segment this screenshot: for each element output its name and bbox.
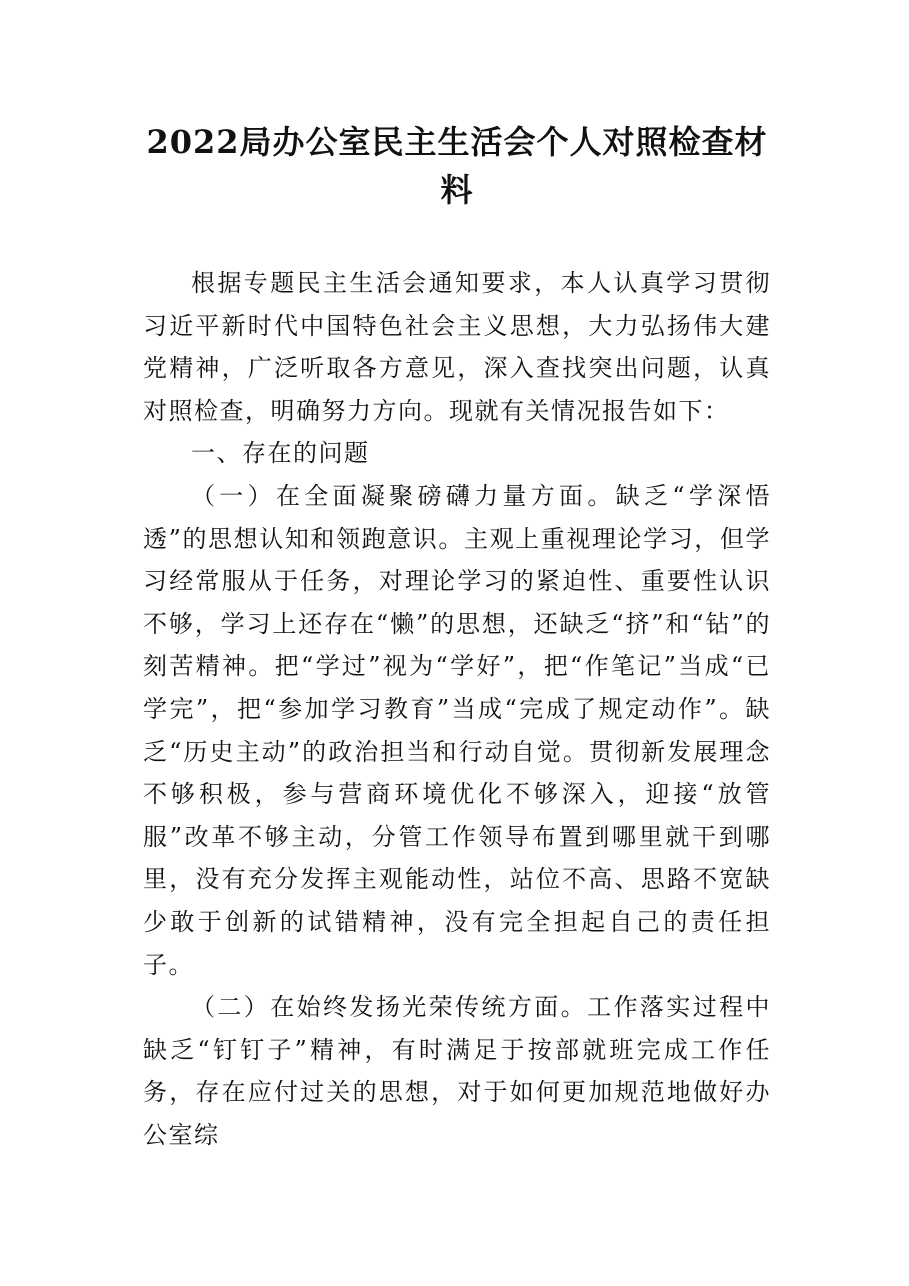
problem-paragraph-2: （二）在始终发扬光荣传统方面。工作落实过程中缺乏“钉钉子”精神，有时满足于按部就班完成工作任务，存在应付过关的思想，对于如何更加规范地做好办公室综 (143, 993, 771, 1149)
section-heading-problems: 一、存在的问题 (191, 439, 370, 468)
document-title: 2022局办公室民主生活会个人对照检查材料 (146, 123, 768, 209)
problem-paragraph-1: （一）在全面凝聚磅礴力量方面。缺乏“学深悟透”的思想认知和领跑意识。主观上重视理论学习，但学习经常服从于任务，对理论学习的紧迫性、重要性认识不够，学习上还存在“懒”的思想，还缺乏“挤”和“钻”的刻苦精神。把“学过”视为“学好”，把“作笔记”当成“已学完”，把“参加学习教育”当成“完成了规定动作”。缺乏“历史主动”的政治担当和行动自觉。贯彻新发展理念不够积极，参与营商环境优化不够深入，迎接“放管服”改革不够主动，分管工作领导布置到哪里就干到哪里，没有充分发挥主观能动性，站位不高、思路不宽缺少敢于创新的试错精神，没有完全担起自己的责任担子。 (143, 481, 771, 979)
intro-paragraph: 根据专题民主生活会通知要求，本人认真学习贯彻习近平新时代中国特色社会主义思想，大力弘扬伟大建党精神，广泛听取各方意见，深入查找突出问题，认真对照检查，明确努力方向。现就有关情况报告如下： (143, 269, 771, 425)
